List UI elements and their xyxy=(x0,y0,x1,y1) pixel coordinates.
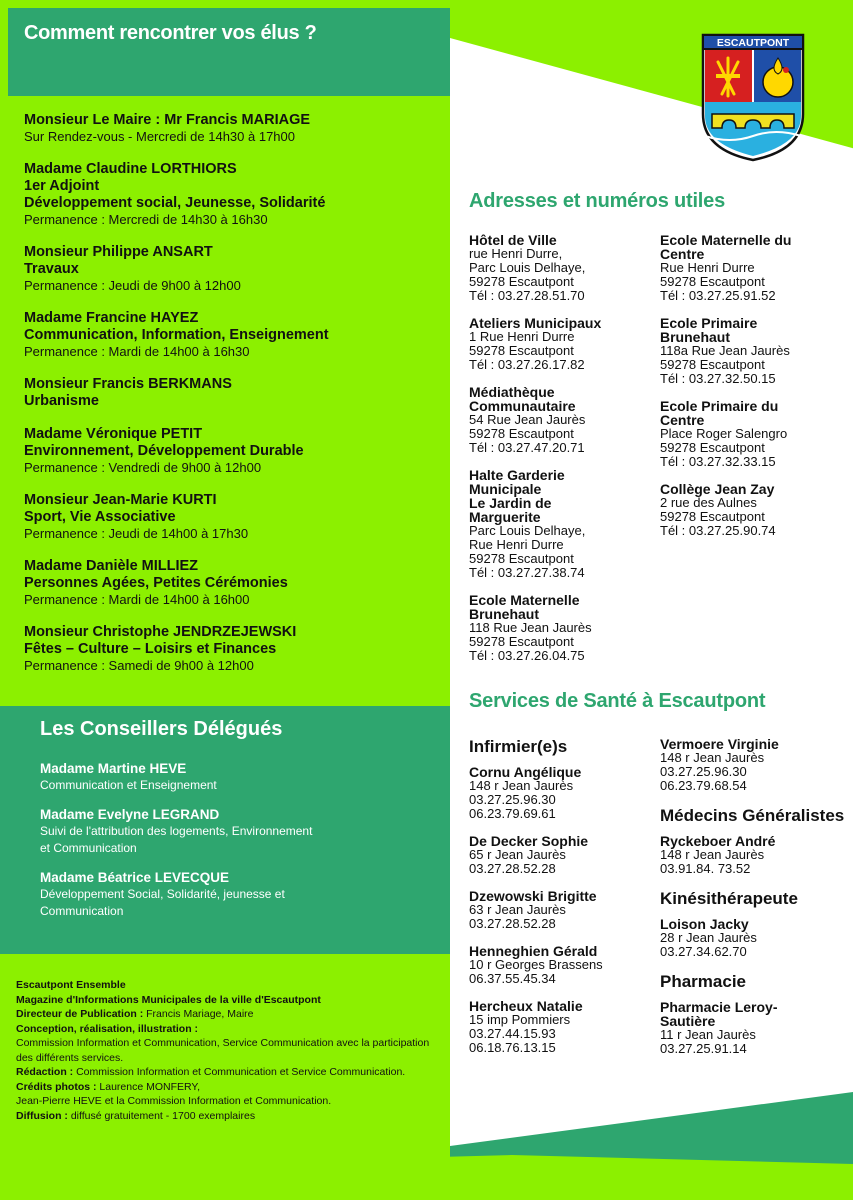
contact-entry xyxy=(469,468,654,580)
contact-line: Place Roger Salengro xyxy=(660,426,788,441)
contact-name: Pharmacie Leroy- xyxy=(660,999,778,1015)
elu-role: Personnes Agées, Petites Cérémonies xyxy=(24,575,288,591)
contact-entry xyxy=(469,385,654,455)
elu-permanence: Permanence : Vendredi de 9h00 à 12h00 xyxy=(24,460,262,475)
contact-line: Rue Henri Durre xyxy=(660,260,755,275)
credits xyxy=(16,978,446,1123)
contact-name: Communautaire xyxy=(469,398,576,414)
contact-name: Dzewowski Brigitte xyxy=(469,888,597,904)
elu-permanence: Permanence : Mardi de 14h00 à 16h00 xyxy=(24,592,250,607)
contact-line: 59278 Escautpont xyxy=(660,509,765,524)
elus-list xyxy=(24,112,444,690)
contact-line: 59278 Escautpont xyxy=(469,343,574,358)
credit-label: Conception, réalisation, illustration : xyxy=(16,1022,199,1035)
contact-entry xyxy=(660,316,845,386)
contact-name: Loison Jacky xyxy=(660,916,749,932)
credit-label: Rédaction : xyxy=(16,1066,74,1078)
contact-line: 148 r Jean Jaurès xyxy=(469,778,574,793)
elu-name: Madame Claudine LORTHIORS xyxy=(24,161,237,177)
conseiller-desc: Communication xyxy=(40,904,124,918)
contact-entry xyxy=(469,233,654,303)
contact-name: Brunehaut xyxy=(469,606,539,622)
elu-entry xyxy=(24,112,444,145)
contact-entry xyxy=(469,765,654,821)
contact-entry xyxy=(660,834,845,876)
contact-line: 10 r Georges Brassens xyxy=(469,957,603,972)
elu-entry xyxy=(24,161,444,228)
contact-name: Centre xyxy=(660,246,705,262)
contact-line: Parc Louis Delhaye, xyxy=(469,523,586,538)
contact-line: 06.23.79.69.61 xyxy=(469,806,556,821)
contact-name: Marguerite xyxy=(469,509,541,525)
elu-entry xyxy=(24,492,444,542)
category-heading: Médecins Généralistes xyxy=(660,806,845,825)
elu-name: Monsieur Francis BERKMANS xyxy=(24,376,232,392)
contact-line: Tél : 03.27.26.17.82 xyxy=(469,357,585,372)
page-title: Comment rencontrer vos élus ? xyxy=(24,22,317,44)
contact-entry xyxy=(660,1000,845,1056)
elu-permanence: Permanence : Jeudi de 9h00 à 12h00 xyxy=(24,278,241,293)
contact-name: Ateliers Municipaux xyxy=(469,315,602,331)
contact-name: Halte Garderie xyxy=(469,467,565,483)
conseiller-desc: Développement Social, Solidarité, jeunesse et xyxy=(40,887,285,901)
contact-name: Collège Jean Zay xyxy=(660,481,775,497)
credit-line xyxy=(16,978,446,993)
contact-line: Tél : 03.27.32.50.15 xyxy=(660,371,776,386)
conseillers-title: Les Conseillers Délégués xyxy=(40,718,283,740)
elu-entry xyxy=(24,426,444,476)
contact-name: Centre xyxy=(660,412,705,428)
contact-name: Cornu Angélique xyxy=(469,764,582,780)
contact-line: Tél : 03.27.25.91.52 xyxy=(660,288,776,303)
contact-line: 59278 Escautpont xyxy=(660,274,765,289)
contact-name: Brunehaut xyxy=(660,329,730,345)
contact-entry xyxy=(469,999,654,1055)
elu-name: Monsieur Le Maire : Mr Francis MARIAGE xyxy=(24,112,311,128)
contact-line: 03.27.25.96.30 xyxy=(660,764,747,779)
contact-line: Tél : 03.27.26.04.75 xyxy=(469,648,585,663)
contact-entry xyxy=(469,944,654,986)
elu-entry xyxy=(24,376,444,410)
conseiller-desc: Suivi de l'attribution des logements, Environnement xyxy=(40,824,313,838)
escautpont-crest-icon xyxy=(700,32,806,162)
elu-name: Madame Véronique PETIT xyxy=(24,426,203,442)
contact-name: Ecole Primaire xyxy=(660,315,758,331)
contact-line: Tél : 03.27.47.20.71 xyxy=(469,440,585,455)
sante-column-2 xyxy=(660,737,845,1069)
elu-role: Travaux xyxy=(24,261,79,277)
contact-line: 118 Rue Jean Jaurès xyxy=(469,620,592,635)
contact-name: Hôtel de Ville xyxy=(469,232,557,248)
contact-line: 03.27.34.62.70 xyxy=(660,944,747,959)
contact-line: 06.37.55.45.34 xyxy=(469,971,556,986)
conseiller-name: Madame Evelyne LEGRAND xyxy=(40,807,220,822)
credit-line xyxy=(16,1036,446,1065)
contact-line: 65 r Jean Jaurès xyxy=(469,847,566,862)
contact-entry xyxy=(660,482,845,538)
elu-entry xyxy=(24,244,444,294)
elu-permanence: Permanence : Samedi de 9h00 à 12h00 xyxy=(24,658,254,673)
contact-line: 03.27.28.52.28 xyxy=(469,861,556,876)
contact-name: Ecole Maternelle du xyxy=(660,232,792,248)
contact-line: Tél : 03.27.32.33.15 xyxy=(660,454,776,469)
elu-role: Sport, Vie Associative xyxy=(24,509,176,525)
contact-line: 59278 Escautpont xyxy=(660,440,765,455)
contact-line: Tél : 03.27.28.51.70 xyxy=(469,288,585,303)
contact-line: 03.27.25.96.30 xyxy=(469,792,556,807)
contact-name: Le Jardin de xyxy=(469,495,552,511)
sante-column-1 xyxy=(469,737,654,1068)
contact-line: 148 r Jean Jaurès xyxy=(660,847,765,862)
elu-entry xyxy=(24,310,444,360)
contact-line: Parc Louis Delhaye, xyxy=(469,260,586,275)
contact-name: Municipale xyxy=(469,481,542,497)
conseiller-name: Madame Béatrice LEVECQUE xyxy=(40,870,230,885)
credit-text: Commission Information et Communication, Service Communication avec la participation des différents services. xyxy=(16,1037,430,1064)
contact-line: 06.23.79.68.54 xyxy=(660,778,747,793)
conseiller-name: Madame Martine HEVE xyxy=(40,761,187,776)
category-heading: Kinésithérapeute xyxy=(660,889,798,908)
credit-label: Diffusion : xyxy=(16,1109,68,1122)
adresses-title: Adresses et numéros utiles xyxy=(469,190,726,212)
conseiller-entry xyxy=(40,760,410,794)
elu-role: Urbanisme xyxy=(24,393,99,409)
elu-entry xyxy=(24,624,444,674)
crest-label: ESCAUTPONT xyxy=(716,37,790,49)
credit-line xyxy=(16,1094,446,1109)
category-heading: Pharmacie xyxy=(660,972,746,991)
elu-role: Communication, Information, Enseignement xyxy=(24,327,329,343)
contact-name: Henneghien Gérald xyxy=(469,943,598,959)
contact-line: 59278 Escautpont xyxy=(469,426,574,441)
contact-line: Tél : 03.27.27.38.74 xyxy=(469,565,585,580)
contact-entry xyxy=(469,889,654,931)
credit-text: Laurence MONFERY, xyxy=(96,1080,200,1093)
adresses-column-1 xyxy=(469,233,654,676)
contact-name: Médiathèque xyxy=(469,384,555,400)
contact-line: 59278 Escautpont xyxy=(469,551,574,566)
credit-label: Escautpont Ensemble xyxy=(16,979,126,991)
contact-name: Sautière xyxy=(660,1013,716,1029)
contact-line: 2 rue des Aulnes xyxy=(660,495,757,510)
credit-line xyxy=(16,1109,446,1124)
conseillers-list xyxy=(40,760,410,932)
credit-line xyxy=(16,1007,446,1022)
contact-entry xyxy=(469,834,654,876)
contact-line: 06.18.76.13.15 xyxy=(469,1040,556,1055)
elu-role: Fêtes – Culture – Loisirs et Finances xyxy=(24,641,277,657)
contact-line: 28 r Jean Jaurès xyxy=(660,930,757,945)
conseiller-entry xyxy=(40,869,410,920)
contact-line: 03.27.44.15.93 xyxy=(469,1026,556,1041)
elu-name: Madame Francine HAYEZ xyxy=(24,310,199,326)
elu-permanence: Permanence : Mercredi de 14h30 à 16h30 xyxy=(24,212,268,227)
elu-role: Environnement, Développement Durable xyxy=(24,443,304,459)
contact-name: Ecole Primaire du xyxy=(660,398,779,414)
contact-entry xyxy=(469,593,654,663)
elu-permanence: Permanence : Mardi de 14h00 à 16h30 xyxy=(24,344,250,359)
contact-line: 148 r Jean Jaurès xyxy=(660,750,765,765)
contact-line: 03.27.28.52.28 xyxy=(469,916,556,931)
contact-line: 11 r Jean Jaurès xyxy=(660,1027,756,1042)
conseiller-desc: et Communication xyxy=(40,841,137,855)
category-heading: Infirmier(e)s xyxy=(469,737,568,756)
contact-entry xyxy=(660,917,845,959)
credit-text: diffusé gratuitement - 1700 exemplaires xyxy=(67,1109,256,1122)
elu-name: Monsieur Philippe ANSART xyxy=(24,244,213,260)
conseiller-desc: Communication et Enseignement xyxy=(40,778,217,792)
credit-label: Directeur de Publication : xyxy=(16,1008,144,1020)
credit-text: Commission Information et Communication et Service Communication. xyxy=(73,1066,406,1078)
contact-line: Rue Henri Durre xyxy=(469,537,564,552)
contact-line: 1 Rue Henri Durre xyxy=(469,329,575,344)
credit-label: Crédits photos : xyxy=(16,1080,97,1093)
adresses-column-2 xyxy=(660,233,845,551)
elu-role: Développement social, Jeunesse, Solidarité xyxy=(24,195,326,211)
contact-line: 118a Rue Jean Jaurès xyxy=(660,343,790,358)
conseiller-entry xyxy=(40,806,410,857)
contact-name: Ryckeboer André xyxy=(660,833,776,849)
credit-label: Magazine d'Informations Municipales de la ville d'Escautpont xyxy=(16,993,321,1006)
credit-text: Francis Mariage, Maire xyxy=(143,1008,254,1020)
elu-entry xyxy=(24,558,444,608)
credit-line xyxy=(16,1065,446,1080)
credit-line xyxy=(16,1022,446,1037)
contact-line: 03.27.25.91.14 xyxy=(660,1041,747,1056)
contact-name: Hercheux Natalie xyxy=(469,998,583,1014)
elu-name: Madame Danièle MILLIEZ xyxy=(24,558,199,574)
contact-line: 15 imp Pommiers xyxy=(469,1012,571,1027)
elu-name: Monsieur Christophe JENDRZEJEWSKI xyxy=(24,624,297,640)
contact-line: 03.91.84. 73.52 xyxy=(660,861,751,876)
contact-line: 54 Rue Jean Jaurès xyxy=(469,412,586,427)
contact-line: 59278 Escautpont xyxy=(469,634,574,649)
contact-line: 59278 Escautpont xyxy=(469,274,574,289)
contact-line: Tél : 03.27.25.90.74 xyxy=(660,523,776,538)
elu-permanence: Permanence : Jeudi de 14h00 à 17h30 xyxy=(24,526,249,541)
credit-text: Jean-Pierre HEVE et la Commission Information et Communication. xyxy=(16,1095,332,1107)
elu-role: 1er Adjoint xyxy=(24,178,100,194)
contact-line: rue Henri Durre, xyxy=(469,246,563,261)
elu-permanence: Sur Rendez-vous - Mercredi de 14h30 à 17h00 xyxy=(24,129,295,144)
contact-name: Vermoere Virginie xyxy=(660,736,779,752)
credit-line xyxy=(16,993,446,1008)
contact-name: Ecole Maternelle xyxy=(469,592,580,608)
elu-name: Monsieur Jean-Marie KURTI xyxy=(24,492,217,508)
contact-line: 59278 Escautpont xyxy=(660,357,765,372)
contact-entry xyxy=(660,737,845,793)
contact-name: De Decker Sophie xyxy=(469,833,589,849)
contact-entry xyxy=(469,316,654,372)
contact-line: 63 r Jean Jaurès xyxy=(469,902,566,917)
credit-line xyxy=(16,1080,446,1095)
sante-title: Services de Santé à Escautpont xyxy=(469,690,766,712)
contact-entry xyxy=(660,399,845,469)
contact-entry xyxy=(660,233,845,303)
